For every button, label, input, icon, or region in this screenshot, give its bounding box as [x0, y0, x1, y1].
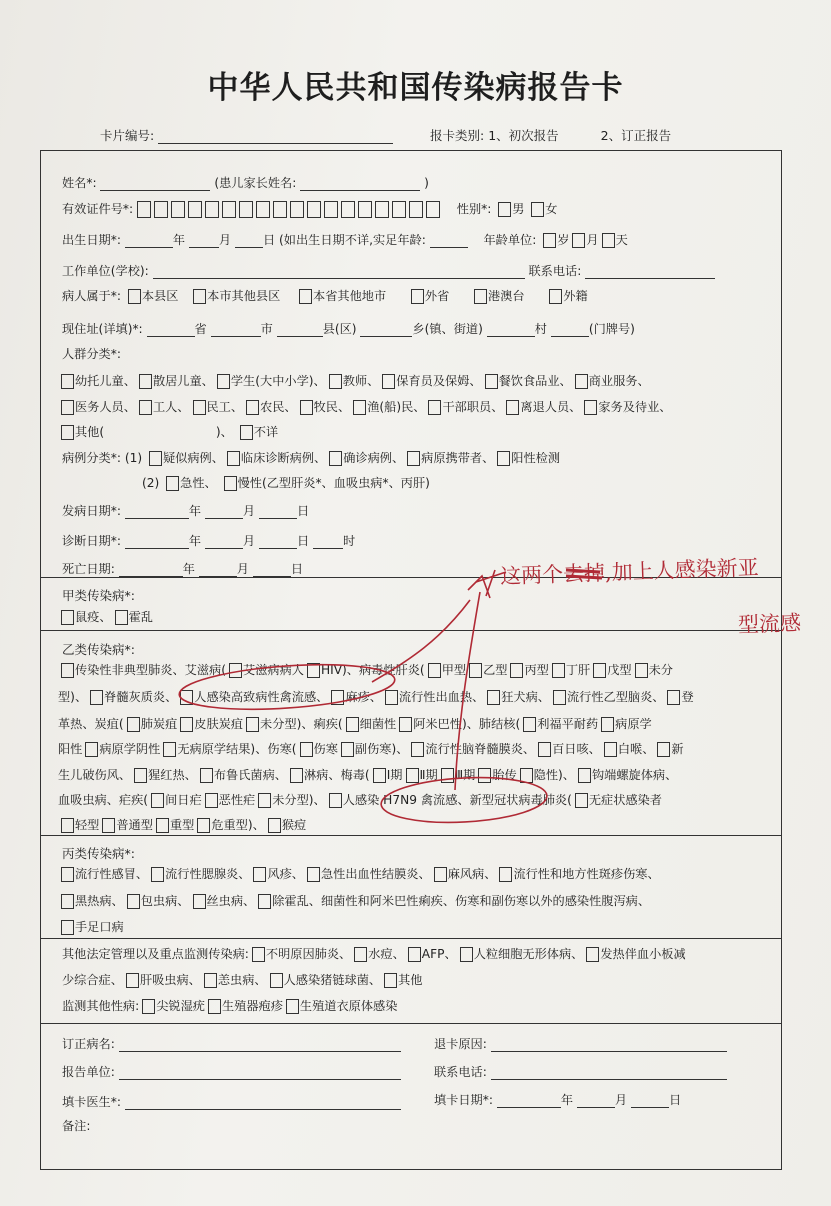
option-label: 疑似病例、 — [162, 451, 224, 465]
death-label: 死亡日期: — [62, 562, 115, 576]
option-label: 钩端螺旋体病、 — [591, 768, 678, 782]
option-label: 传染性非典型肺炎、艾滋病( — [75, 663, 227, 677]
belongs-option: 港澳台 — [488, 289, 525, 303]
option-label: Ⅰ期 — [386, 768, 403, 782]
year-label: 年 — [188, 504, 202, 518]
case-type-label: 病例分类*: — [62, 451, 121, 465]
unit-label: 报告单位: — [62, 1065, 115, 1079]
age-unit-label: 年龄单位: — [483, 233, 537, 247]
option-label: 艾滋病病人 — [243, 663, 304, 677]
option-label: 重型 — [169, 818, 195, 832]
crowd-unknown: 不详 — [253, 425, 279, 439]
month-label: 月 — [218, 233, 232, 247]
revise-label: 订正病名: — [62, 1037, 115, 1051]
option-label: 丁肝 — [565, 663, 591, 677]
addr-sheng: 省 — [194, 322, 207, 336]
option-label: 工人、 — [152, 400, 190, 414]
option-label: 乙型 — [483, 663, 508, 677]
option-label: 风疹、 — [267, 867, 304, 881]
option-label: 流行性出血热、 — [398, 690, 485, 704]
option-label: 流行性腮腺炎、 — [165, 867, 251, 881]
work-label: 工作单位(学校): — [62, 264, 149, 278]
option-label: Ⅲ期 — [454, 768, 476, 782]
option-label: 未分型)、痢疾( — [260, 717, 343, 731]
birth-label: 出生日期*: — [62, 233, 121, 247]
other-prefix: 少综合症、 — [62, 973, 123, 987]
addr-cun: 村 — [534, 322, 547, 336]
option-label: 无症状感染者 — [588, 793, 662, 807]
form-title: 中华人民共和国传染病报告卡 — [207, 70, 624, 106]
option-label: 水痘、 — [368, 947, 405, 961]
option-label: 除霍乱、细菌性和阿米巴性痢疾、伤寒和副伤寒以外的感染性腹泻病、 — [272, 894, 651, 908]
phone-label: 联系电话: — [528, 264, 582, 278]
acute-option: 急性、 — [180, 476, 217, 490]
option-label: 血吸虫病、疟疾( — [58, 793, 149, 807]
option-label: 尖锐湿疣 — [156, 999, 205, 1013]
option-label: 麻风病、 — [447, 867, 497, 881]
class-b-label: 乙类传染病*: — [62, 642, 135, 657]
month-label: 月 — [236, 562, 249, 576]
option-label: 生殖道衣原体感染 — [299, 999, 398, 1013]
card-type-revised[interactable]: 2、订正报告 — [600, 128, 672, 143]
unit-day: 天 — [615, 233, 628, 247]
option-label: 利福平耐药 — [537, 717, 599, 731]
option-label: 革热、炭疽( — [58, 717, 124, 731]
monitor-label: 监测其他性病: — [62, 999, 140, 1013]
option-label: 细菌性 — [359, 717, 397, 731]
option-label: 丝虫病、 — [206, 894, 256, 908]
option-label: 人感染猪链球菌、 — [283, 973, 382, 987]
option-label: 肺炭疽 — [140, 717, 178, 731]
option-label: 恶性疟 — [218, 793, 256, 807]
name-label: 姓名*: — [62, 176, 97, 190]
class-a-label: 甲类传染病*: — [62, 588, 135, 603]
diag-label: 诊断日期*: — [62, 534, 121, 548]
option-label: 副伤寒)、 — [354, 742, 409, 756]
option-label: 其他 — [398, 973, 423, 987]
option-label: 确诊病例、 — [343, 451, 405, 465]
option-label: 干部职员、 — [442, 400, 504, 414]
guardian-end: ) — [424, 176, 429, 190]
option-label: 轻型 — [75, 818, 100, 832]
day-label: 日 — [262, 233, 276, 247]
belongs-option: 外省 — [424, 289, 450, 303]
crowd-label: 人群分类*: — [62, 347, 121, 361]
year-label: 年 — [182, 562, 195, 576]
option-label: 猴痘 — [281, 818, 307, 832]
belongs-option: 本省其他地市 — [313, 289, 387, 303]
option-label: 学生(大中小学)、 — [230, 374, 326, 388]
remark-label: 备注: — [62, 1119, 91, 1133]
option-label: 医务人员、 — [75, 400, 136, 414]
option-label: 普通型 — [116, 818, 153, 832]
unit-year: 岁 — [557, 233, 570, 247]
option-label: 丙型 — [524, 663, 549, 677]
ink-circle — [380, 774, 548, 827]
belongs-option: 本市其他县区 — [207, 289, 281, 303]
card-number-label: 卡片编号: — [100, 128, 155, 143]
year-label: 年 — [172, 233, 186, 247]
option-label: 无病原学结果)、伤寒( — [177, 742, 297, 756]
chronic-option: 慢性(乙型肝炎*、血吸虫病*、丙肝) — [237, 476, 430, 490]
other-label: 其他法定管理以及重点监测传染病: — [62, 947, 249, 961]
class-c-label: 丙类传染病*: — [62, 846, 135, 861]
option-label: 脊髓灰质炎、 — [104, 690, 178, 704]
option-label: 病原学 — [615, 717, 652, 731]
month-label: 月 — [242, 504, 256, 518]
option-label: 未分 — [648, 663, 673, 677]
option-label: 人感染高致病性禽流感、 — [194, 690, 329, 704]
option-label: HIV)、病毒性肝炎( — [320, 663, 425, 677]
addr-xiang: 乡(镇、街道) — [412, 322, 483, 336]
annotation-line-1: 这两个去掉,加上人感染新亚 — [499, 555, 760, 589]
option-label: 幼托儿童、 — [75, 374, 136, 388]
crowd-other-end: )、 — [215, 425, 233, 439]
female-option: 女 — [545, 202, 558, 216]
footer-phone-label: 联系电话: — [434, 1065, 487, 1079]
day-label: 日 — [668, 1093, 682, 1107]
unit-month: 月 — [586, 233, 599, 247]
fill-date-label: 填卡日期*: — [434, 1093, 493, 1107]
option-label: 农民、 — [260, 400, 297, 414]
case-type-num: (2) — [142, 476, 160, 490]
option-label: 病原携带者、 — [421, 451, 495, 465]
option-label: 生殖器疱疹 — [221, 999, 283, 1013]
option-label: 间日疟 — [165, 793, 202, 807]
case-type-num: (1) — [124, 451, 143, 465]
addr-shi: 市 — [260, 322, 273, 336]
year-label: 年 — [188, 534, 202, 548]
day-label: 日 — [296, 504, 310, 518]
option-label: 鼠疫、 — [75, 610, 112, 624]
year-label: 年 — [560, 1093, 574, 1107]
option-label: 生儿破伤风、 — [58, 768, 132, 782]
male-option: 男 — [512, 202, 525, 216]
ink-circle — [178, 659, 396, 716]
card-type-label: 报卡类别: — [430, 128, 485, 143]
option-label: 皮肤炭疽 — [194, 717, 244, 731]
option-label: 阿米巴性)、肺结核( — [413, 717, 521, 731]
option-label: 手足口病 — [75, 920, 124, 934]
ink-arrow-line — [455, 592, 480, 790]
option-label: 人粒细胞无形体病、 — [473, 947, 584, 961]
option-label: 阳性 — [58, 742, 83, 756]
option-label: 危重型)、 — [211, 818, 265, 832]
ink-arrow-line — [372, 600, 470, 682]
option-label: 胎传 — [492, 768, 517, 782]
option-label: 猩红热、 — [148, 768, 197, 782]
option-label: 戊型 — [607, 663, 632, 677]
option-label: 阳性检测 — [511, 451, 561, 465]
option-label: 不明原因肺炎、 — [265, 947, 352, 961]
option-label: 急性出血性结膜炎、 — [321, 867, 431, 881]
option-label: AFP、 — [421, 947, 457, 961]
month-label: 月 — [614, 1093, 628, 1107]
option-label: 散居儿童、 — [152, 374, 214, 388]
option-label: 白喉、 — [617, 742, 655, 756]
option-label: 餐饮食品业、 — [498, 374, 572, 388]
option-label: 教师、 — [342, 374, 380, 388]
id-label: 有效证件号*: — [62, 202, 134, 216]
option-label: 伤寒 — [313, 742, 338, 756]
option-label: 淋病、梅毒( — [304, 768, 370, 782]
option-label: 百日咳、 — [552, 742, 601, 756]
addr-xian: 县(区) — [322, 322, 357, 336]
guardian-label: (患儿家长姓名: — [214, 176, 297, 190]
sex-label: 性别*: — [456, 202, 492, 216]
option-label: 病原学阴性 — [99, 742, 161, 756]
option-label: 商业服务、 — [588, 374, 650, 388]
option-label: 布鲁氏菌病、 — [213, 768, 287, 782]
option-label: 型)、 — [58, 690, 88, 704]
option-label: 狂犬病、 — [501, 690, 550, 704]
option-label: 黑热病、 — [75, 894, 124, 908]
card-type-initial[interactable]: 1、初次报告 — [488, 128, 559, 143]
option-label: 保育员及保姆、 — [396, 374, 482, 388]
option-label: 霍乱 — [128, 610, 153, 624]
option-label: 人感染 H7N9 禽流感、 — [342, 793, 470, 807]
option-label: 流行性脑脊髓膜炎、 — [425, 742, 536, 756]
option-label: 恙虫病、 — [217, 973, 267, 987]
option-label: 临床诊断病例、 — [240, 451, 327, 465]
belongs-option: 外籍 — [563, 289, 588, 303]
option-label: 新 — [671, 742, 684, 756]
crowd-other: 其他( — [75, 425, 105, 439]
onset-label: 发病日期*: — [62, 504, 121, 518]
option-label: 流行性感冒、 — [75, 867, 149, 881]
day-label: 日 — [290, 562, 304, 576]
annotation-line-2: 型流感 — [737, 610, 802, 638]
hour-label: 时 — [343, 534, 356, 548]
month-label: 月 — [242, 534, 256, 548]
doctor-label: 填卡医生*: — [62, 1095, 121, 1109]
day-label: 日 — [296, 534, 310, 548]
option-label: 甲型 — [441, 663, 467, 677]
address-label: 现住址(详填)*: — [62, 322, 143, 336]
belongs-label: 病人属于*: — [62, 289, 121, 303]
option-label: 发热伴血小板减 — [600, 947, 686, 961]
option-label: 新型冠状病毒肺炎( — [469, 793, 572, 807]
age-note: (如出生日期不详,实足年龄: — [279, 233, 426, 247]
reject-label: 退卡原因: — [434, 1037, 487, 1051]
belongs-option: 本县区 — [141, 289, 179, 303]
option-label: 牧民、 — [313, 400, 351, 414]
option-label: 未分型)、 — [272, 793, 326, 807]
option-label: 民工、 — [206, 400, 244, 414]
option-label: 麻疹、 — [345, 690, 382, 704]
option-label: 家务及待业、 — [598, 400, 672, 414]
option-label: 肝吸虫病、 — [139, 973, 201, 987]
option-label: Ⅱ期 — [419, 768, 438, 782]
option-label: 流行性和地方性斑疹伤寒、 — [513, 867, 660, 881]
option-label: 离退人员、 — [520, 400, 582, 414]
option-label: 流行性乙型脑炎、 — [566, 690, 665, 704]
option-label: 隐性)、 — [533, 768, 575, 782]
option-label: 渔(船)民、 — [367, 400, 426, 414]
option-label: 包虫病、 — [140, 894, 190, 908]
addr-no: (门牌号) — [588, 322, 635, 336]
option-label: 登 — [681, 690, 694, 704]
